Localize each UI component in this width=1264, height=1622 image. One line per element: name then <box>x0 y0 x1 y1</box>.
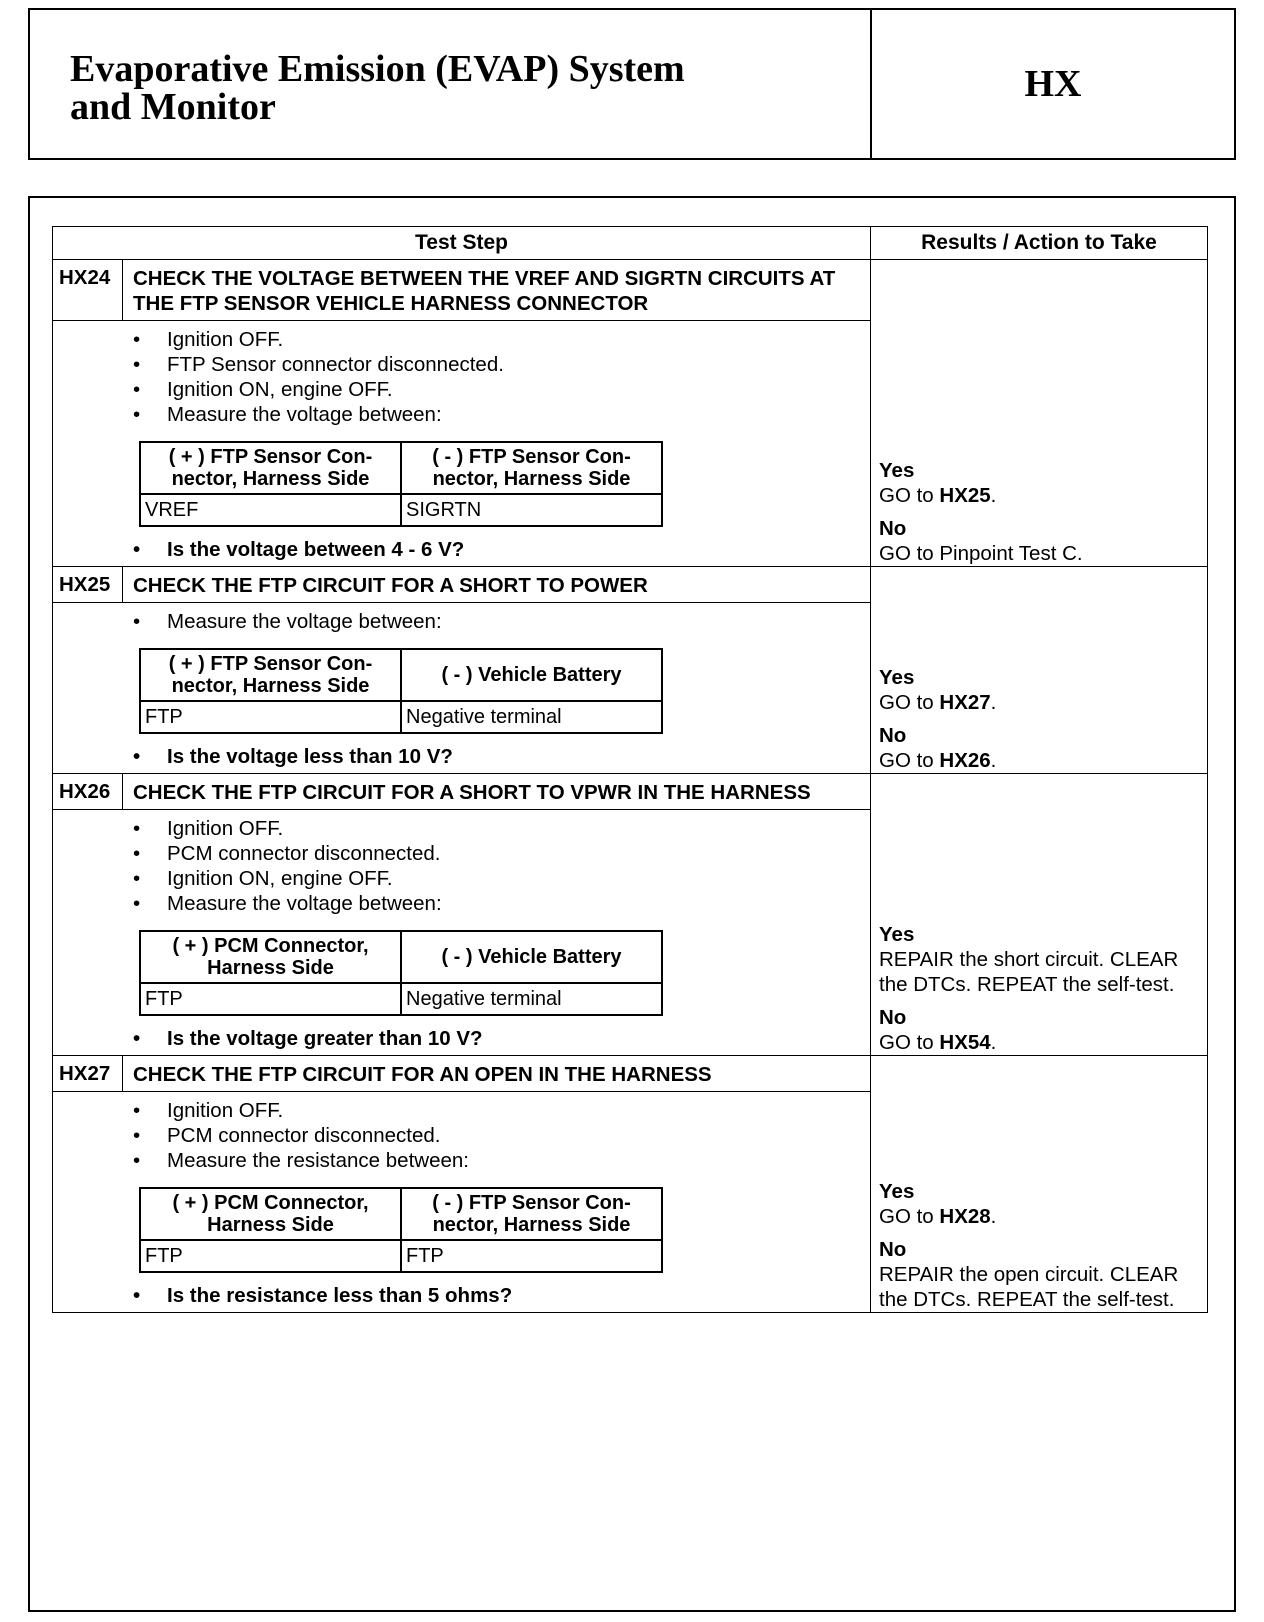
step-id: HX27 <box>53 1056 123 1091</box>
step-bullet: • PCM connector disconnected. <box>133 841 870 866</box>
positive-lead-value: FTP <box>140 1240 401 1272</box>
positive-lead-header: ( + ) FTP Sensor Con-nector, Harness Side <box>140 649 401 701</box>
step-question: • Is the resistance less than 5 ohms? <box>133 1283 870 1308</box>
no-label: No <box>879 724 907 747</box>
table-row <box>53 567 1208 774</box>
no-step-link[interactable]: HX26 <box>939 749 991 772</box>
yes-label: Yes <box>879 1180 915 1203</box>
no-action-text: GO to Pinpoint Test C. <box>879 542 1083 565</box>
positive-lead-header: ( + ) PCM Connector, Harness Side <box>140 931 401 983</box>
no-action-end: . <box>990 749 997 772</box>
negative-lead-value: Negative terminal <box>401 701 662 733</box>
yes-step-link[interactable]: HX25 <box>939 484 991 507</box>
negative-lead-header: ( - ) FTP Sensor Con-nector, Harness Side <box>401 1188 662 1240</box>
no-action <box>879 748 1203 773</box>
yes-step-link[interactable]: HX27 <box>939 691 991 714</box>
no-label: No <box>879 1238 907 1261</box>
step-heading <box>53 1056 870 1092</box>
negative-lead-value: FTP <box>401 1240 662 1272</box>
negative-lead-header: ( - ) Vehicle Battery <box>401 931 662 983</box>
step-bullet: • Ignition OFF. <box>133 327 870 352</box>
positive-lead-header: ( + ) PCM Connector, Harness Side <box>140 1188 401 1240</box>
measurement-table <box>139 1187 663 1273</box>
step-heading <box>53 567 870 603</box>
yes-action <box>879 690 1203 715</box>
yes-label: Yes <box>879 666 915 689</box>
table-row <box>53 1056 1208 1313</box>
section-code: HX <box>1024 63 1082 105</box>
results-header: Results / Action to Take <box>871 227 1208 260</box>
title-line-1: Evaporative Emission (EVAP) System <box>70 48 685 90</box>
negative-lead-value: Negative terminal <box>401 983 662 1015</box>
step-bullet: • Ignition ON, engine OFF. <box>133 866 870 891</box>
step-bullet: • Measure the voltage between: <box>133 402 870 427</box>
no-label: No <box>879 517 907 540</box>
step-title: CHECK THE FTP CIRCUIT FOR A SHORT TO VPWR IN THE HARNESS <box>133 781 811 804</box>
title-line-2: and Monitor <box>70 86 276 128</box>
yes-action <box>879 947 1203 997</box>
test-step-header: Test Step <box>53 227 871 260</box>
yes-action <box>879 483 1203 508</box>
no-label: No <box>879 1006 907 1029</box>
step-bullet: • FTP Sensor connector disconnected. <box>133 352 870 377</box>
no-action-text: REPAIR the open circuit. CLEAR the DTCs. REPEAT the self-test. <box>879 1263 1179 1311</box>
step-heading <box>53 774 870 810</box>
no-action <box>879 1262 1203 1312</box>
no-step-link[interactable]: HX54 <box>939 1031 991 1054</box>
step-title: CHECK THE FTP CIRCUIT FOR A SHORT TO POWER <box>133 574 648 597</box>
results-cell <box>871 260 1208 567</box>
no-action-end: . <box>990 1031 997 1054</box>
step-bullet: • Measure the voltage between: <box>133 609 870 634</box>
table-row <box>53 260 1208 567</box>
test-step-cell <box>53 260 871 567</box>
positive-lead-value: FTP <box>140 701 401 733</box>
measurement-table <box>139 441 663 527</box>
yes-label: Yes <box>879 923 915 946</box>
no-action <box>879 541 1203 566</box>
yes-action-end: . <box>990 484 997 507</box>
step-title: CHECK THE FTP CIRCUIT FOR AN OPEN IN THE HARNESS <box>133 1063 712 1086</box>
yes-step-link[interactable]: HX28 <box>939 1205 991 1228</box>
results-cell <box>871 774 1208 1056</box>
step-body <box>53 603 870 773</box>
step-bullet: • Ignition ON, engine OFF. <box>133 377 870 402</box>
negative-lead-header: ( - ) Vehicle Battery <box>401 649 662 701</box>
table-header-row <box>53 227 1208 260</box>
positive-lead-value: FTP <box>140 983 401 1015</box>
section-title <box>30 10 872 158</box>
step-heading <box>53 260 870 321</box>
test-step-cell <box>53 774 871 1056</box>
step-id: HX26 <box>53 774 123 809</box>
results-cell <box>871 1056 1208 1313</box>
step-question: • Is the voltage greater than 10 V? <box>133 1026 870 1051</box>
yes-action-end: . <box>990 1205 997 1228</box>
step-question: • Is the voltage less than 10 V? <box>133 744 870 769</box>
step-question: • Is the voltage between 4 - 6 V? <box>133 537 870 562</box>
step-id: HX25 <box>53 567 123 602</box>
step-id: HX24 <box>53 260 123 320</box>
step-bullet: • Ignition OFF. <box>133 1098 870 1123</box>
step-title: CHECK THE VOLTAGE BETWEEN THE VREF AND SIGRTN CIRCUITS AT THE FTP SENSOR VEHICLE HARNESS CONNECTOR <box>133 267 836 315</box>
step-body <box>53 1092 870 1312</box>
step-body <box>53 321 870 566</box>
no-action <box>879 1030 1203 1055</box>
negative-lead-header: ( - ) FTP Sensor Con-nector, Harness Side <box>401 442 662 494</box>
no-action-text: GO to <box>879 749 940 772</box>
yes-label: Yes <box>879 459 915 482</box>
yes-action-end: . <box>990 691 997 714</box>
table-row <box>53 774 1208 1056</box>
step-body <box>53 810 870 1055</box>
negative-lead-value: SIGRTN <box>401 494 662 526</box>
test-step-cell <box>53 567 871 774</box>
measurement-table <box>139 930 663 1016</box>
yes-action-text: GO to <box>879 1205 940 1228</box>
positive-lead-value: VREF <box>140 494 401 526</box>
step-bullet: • Ignition OFF. <box>133 816 870 841</box>
test-step-cell <box>53 1056 871 1313</box>
positive-lead-header: ( + ) FTP Sensor Con-nector, Harness Side <box>140 442 401 494</box>
step-bullet: • Measure the voltage between: <box>133 891 870 916</box>
measurement-table <box>139 648 663 734</box>
pinpoint-test-table <box>52 226 1208 1313</box>
step-bullet: • Measure the resistance between: <box>133 1148 870 1173</box>
yes-action-text: GO to <box>879 484 940 507</box>
yes-action <box>879 1204 1203 1229</box>
step-bullet: • PCM connector disconnected. <box>133 1123 870 1148</box>
yes-action-text: GO to <box>879 691 940 714</box>
yes-action-text: REPAIR the short circuit. CLEAR the DTCs. REPEAT the self-test. <box>879 948 1179 996</box>
no-action-text: GO to <box>879 1031 940 1054</box>
results-cell <box>871 567 1208 774</box>
page-header <box>28 8 1236 160</box>
